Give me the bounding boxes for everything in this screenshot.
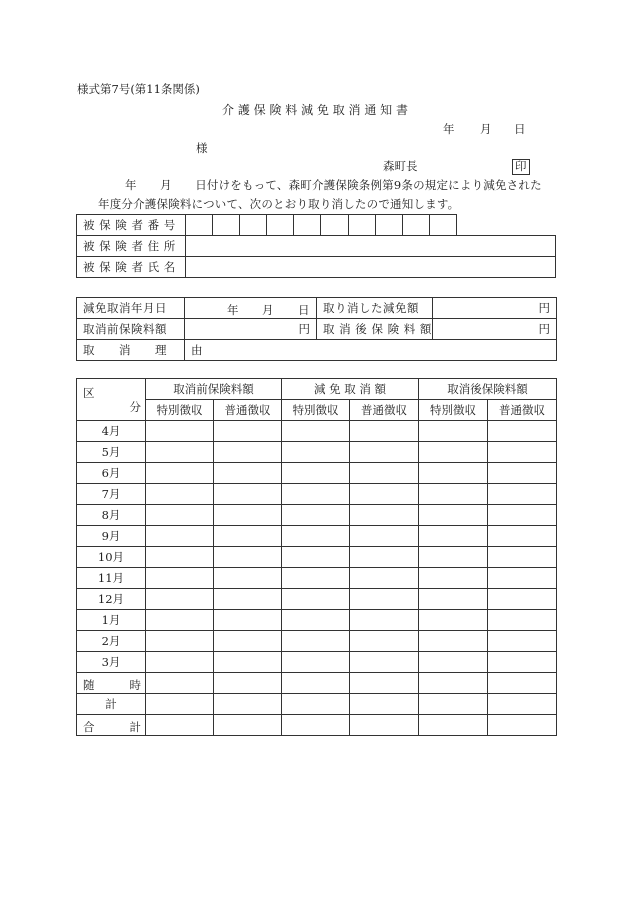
amount-cell[interactable] <box>146 589 214 610</box>
blank-space <box>457 215 556 236</box>
amount-cell[interactable] <box>419 547 488 568</box>
subheader-ordinary: 普通徴収 <box>214 400 282 421</box>
cancellation-date-month: 月 <box>262 303 274 317</box>
after-premium-label: 取 消 後 保 険 料 額 <box>317 319 433 340</box>
addressee-suffix: 様 <box>196 141 208 155</box>
date-year: 年 <box>443 122 455 136</box>
insured-name-label: 被 保 険 者 氏 名 <box>77 257 186 278</box>
insured-number-digit[interactable] <box>321 215 348 236</box>
cancellation-date-day: 日 <box>298 303 310 317</box>
subheader-ordinary: 普通徴収 <box>350 400 419 421</box>
amount-cell[interactable] <box>419 694 488 715</box>
amount-cell[interactable] <box>488 589 557 610</box>
amount-cell[interactable] <box>146 421 214 442</box>
month-label: 5月 <box>77 442 146 463</box>
month-row <box>77 421 557 442</box>
month-label: 4月 <box>77 421 146 442</box>
month-row <box>77 610 557 631</box>
amount-cell[interactable] <box>214 463 282 484</box>
amount-cell[interactable] <box>214 547 282 568</box>
month-label: 9月 <box>77 526 146 547</box>
month-label: 2月 <box>77 631 146 652</box>
total-label-right: 計 <box>129 720 141 734</box>
amount-cell[interactable] <box>282 589 350 610</box>
amount-cell[interactable] <box>419 484 488 505</box>
month-row <box>77 589 557 610</box>
amount-cell[interactable] <box>214 568 282 589</box>
amount-cell[interactable] <box>350 610 419 631</box>
cancelled-amount-label: 取り消した減免額 <box>317 298 433 319</box>
body-text-line2: 年度分介護保険料について、次のとおり取り消したので通知します。 <box>98 197 460 211</box>
amount-cell[interactable] <box>488 568 557 589</box>
amount-cell[interactable] <box>282 547 350 568</box>
insured-name-row <box>77 257 556 278</box>
premium-row <box>77 319 557 340</box>
amount-cell[interactable] <box>282 715 350 736</box>
amount-cell[interactable] <box>282 526 350 547</box>
amount-cell[interactable] <box>214 610 282 631</box>
amount-cell[interactable] <box>419 463 488 484</box>
insured-name-field[interactable] <box>185 257 555 278</box>
cancellation-info-table <box>76 297 557 361</box>
amount-cell[interactable] <box>350 442 419 463</box>
amount-cell[interactable] <box>282 568 350 589</box>
after-premium-field[interactable]: 円 <box>433 319 557 340</box>
cancellation-date-year: 年 <box>227 303 239 317</box>
insured-address-label: 被 保 険 者 住 所 <box>77 236 186 257</box>
amount-cell[interactable] <box>214 442 282 463</box>
cancellation-date-label: 減免取消年月日 <box>77 298 185 319</box>
amount-cell[interactable] <box>350 421 419 442</box>
insured-address-field[interactable] <box>185 236 555 257</box>
amount-cell[interactable] <box>488 694 557 715</box>
month-row <box>77 568 557 589</box>
amount-cell[interactable] <box>214 694 282 715</box>
subheader-special: 特別徴収 <box>419 400 488 421</box>
amount-cell[interactable] <box>214 526 282 547</box>
amount-cell[interactable] <box>488 463 557 484</box>
amount-cell[interactable] <box>146 463 214 484</box>
month-label: 8月 <box>77 505 146 526</box>
cancellation-date-row <box>77 298 557 319</box>
month-label: 10月 <box>77 547 146 568</box>
month-label: 11月 <box>77 568 146 589</box>
month-row <box>77 505 557 526</box>
amount-cell[interactable] <box>282 631 350 652</box>
amount-cell[interactable] <box>282 421 350 442</box>
month-row <box>77 526 557 547</box>
before-premium-label: 取消前保険料額 <box>77 319 185 340</box>
amount-cell[interactable] <box>419 652 488 673</box>
amount-cell[interactable] <box>488 610 557 631</box>
month-label: 7月 <box>77 484 146 505</box>
insured-number-digit[interactable] <box>239 215 266 236</box>
category-header-top: 区 <box>83 386 95 400</box>
issuer-name: 森町長 <box>383 159 418 173</box>
amount-cell[interactable] <box>282 484 350 505</box>
month-row <box>77 652 557 673</box>
amount-cell[interactable] <box>419 715 488 736</box>
amount-cell[interactable] <box>350 673 419 694</box>
total-label-left: 合 <box>83 720 95 734</box>
amount-cell[interactable] <box>488 547 557 568</box>
amount-cell[interactable] <box>282 673 350 694</box>
date-day: 日 <box>514 122 526 136</box>
amount-cell[interactable] <box>146 505 214 526</box>
amount-cell[interactable] <box>146 547 214 568</box>
amount-cell[interactable] <box>488 526 557 547</box>
amount-cell[interactable] <box>214 421 282 442</box>
amount-cell[interactable] <box>488 631 557 652</box>
insured-number-digit[interactable] <box>294 215 321 236</box>
amount-cell[interactable] <box>350 694 419 715</box>
insured-number-label: 被 保 険 者 番 号 <box>77 215 186 236</box>
amount-cell[interactable] <box>419 589 488 610</box>
reason-label: 取 消 理 由 <box>77 340 185 361</box>
amount-cell[interactable] <box>146 652 214 673</box>
before-premium-field[interactable]: 円 <box>185 319 317 340</box>
adhoc-label-right: 時 <box>129 678 141 692</box>
amount-cell[interactable] <box>146 715 214 736</box>
subtotal-label: 計 <box>77 694 146 715</box>
insured-address-row <box>77 236 556 257</box>
monthly-breakdown-table <box>76 378 557 736</box>
month-label: 3月 <box>77 652 146 673</box>
insured-number-digit[interactable] <box>212 215 239 236</box>
amount-cell[interactable] <box>282 610 350 631</box>
amount-cell[interactable] <box>350 505 419 526</box>
insured-number-row <box>77 215 556 236</box>
amount-cell[interactable] <box>214 589 282 610</box>
amount-cell[interactable] <box>282 442 350 463</box>
group-header-after: 取消後保険料額 <box>419 379 557 400</box>
amount-cell[interactable] <box>419 610 488 631</box>
month-label: 1月 <box>77 610 146 631</box>
amount-cell[interactable] <box>350 715 419 736</box>
date-month: 月 <box>480 122 492 136</box>
month-row <box>77 484 557 505</box>
month-label: 12月 <box>77 589 146 610</box>
amount-cell[interactable] <box>282 505 350 526</box>
amount-cell[interactable] <box>419 442 488 463</box>
cancellation-date-field[interactable] <box>185 298 317 319</box>
amount-cell[interactable] <box>282 694 350 715</box>
amount-cell[interactable] <box>146 484 214 505</box>
amount-cell[interactable] <box>419 631 488 652</box>
document-title: 介 護 保 険 料 減 免 取 消 通 知 書 <box>222 103 408 117</box>
amount-cell[interactable] <box>282 463 350 484</box>
amount-cell[interactable] <box>350 463 419 484</box>
amount-cell[interactable] <box>146 610 214 631</box>
amount-cell[interactable] <box>350 526 419 547</box>
amount-cell[interactable] <box>488 505 557 526</box>
subheader-special: 特別徴収 <box>282 400 350 421</box>
month-row <box>77 463 557 484</box>
group-header-cancelled: 減 免 取 消 額 <box>282 379 419 400</box>
reason-field[interactable] <box>185 340 557 361</box>
amount-cell[interactable] <box>350 568 419 589</box>
month-row <box>77 631 557 652</box>
amount-cell[interactable] <box>488 652 557 673</box>
amount-cell[interactable] <box>350 589 419 610</box>
adhoc-label-left: 随 <box>83 678 95 692</box>
total-row <box>77 715 557 736</box>
amount-cell[interactable] <box>146 568 214 589</box>
amount-cell[interactable] <box>146 442 214 463</box>
form-number: 様式第7号(第11条関係) <box>77 82 200 96</box>
amount-cell[interactable] <box>350 631 419 652</box>
amount-cell[interactable] <box>488 442 557 463</box>
cancelled-amount-field[interactable]: 円 <box>433 298 557 319</box>
insured-number-digit[interactable] <box>375 215 402 236</box>
amount-cell[interactable] <box>419 673 488 694</box>
amount-cell[interactable] <box>419 421 488 442</box>
group-header-row <box>77 379 557 400</box>
subheader-ordinary: 普通徴収 <box>488 400 557 421</box>
month-row <box>77 442 557 463</box>
amount-cell[interactable] <box>146 694 214 715</box>
amount-cell[interactable] <box>214 631 282 652</box>
insured-info-table <box>76 214 556 278</box>
subheader-special: 特別徴収 <box>146 400 214 421</box>
seal-mark: 印 <box>512 159 530 175</box>
month-row <box>77 547 557 568</box>
amount-cell[interactable] <box>146 673 214 694</box>
category-header-cell <box>77 379 146 421</box>
subheader-row <box>77 400 557 421</box>
amount-cell[interactable] <box>214 715 282 736</box>
category-header-bottom: 分 <box>129 400 141 414</box>
amount-cell[interactable] <box>419 526 488 547</box>
amount-cell[interactable] <box>214 652 282 673</box>
amount-cell[interactable] <box>214 484 282 505</box>
insured-number-digit[interactable] <box>185 215 212 236</box>
amount-cell[interactable] <box>488 673 557 694</box>
amount-cell[interactable] <box>419 505 488 526</box>
amount-cell[interactable] <box>488 484 557 505</box>
amount-cell[interactable] <box>214 505 282 526</box>
insured-number-digit[interactable] <box>402 215 429 236</box>
adhoc-label <box>77 673 146 694</box>
body-text-line1: 年 月 日付けをもって、森町介護保険条例第9条の規定により減免された <box>125 178 542 192</box>
insured-number-digit[interactable] <box>348 215 375 236</box>
amount-cell[interactable] <box>488 715 557 736</box>
amount-cell[interactable] <box>488 421 557 442</box>
amount-cell[interactable] <box>350 484 419 505</box>
insured-number-digit[interactable] <box>430 215 457 236</box>
amount-cell[interactable] <box>419 568 488 589</box>
amount-cell[interactable] <box>282 652 350 673</box>
amount-cell[interactable] <box>146 526 214 547</box>
amount-cell[interactable] <box>350 547 419 568</box>
reason-row <box>77 340 557 361</box>
month-label: 6月 <box>77 463 146 484</box>
insured-number-digit[interactable] <box>267 215 294 236</box>
group-header-before: 取消前保険料額 <box>146 379 282 400</box>
total-label <box>77 715 146 736</box>
amount-cell[interactable] <box>214 673 282 694</box>
amount-cell[interactable] <box>350 652 419 673</box>
amount-cell[interactable] <box>146 631 214 652</box>
subtotal-row <box>77 694 557 715</box>
adhoc-row <box>77 673 557 694</box>
